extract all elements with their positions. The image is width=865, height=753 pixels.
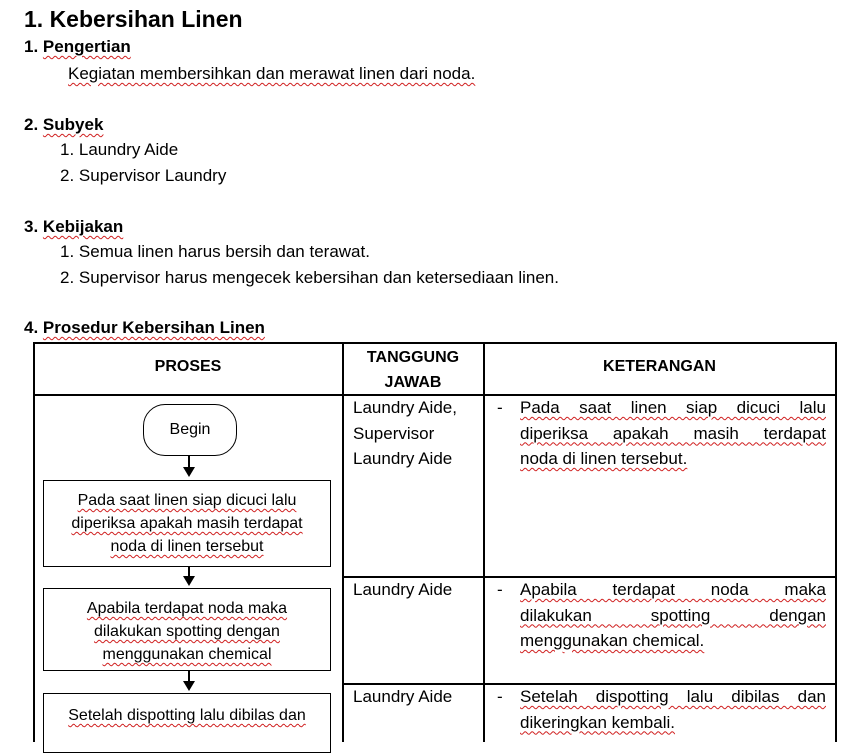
kebijakan-item-2: 2. Supervisor harus mengecek kebersihan dan ketersediaan linen.	[60, 268, 559, 287]
pengertian-text: Kegiatan membersihkan dan merawat linen dari noda.	[68, 64, 476, 83]
arrow-down-icon	[183, 467, 195, 477]
row-3-tanggung-jawab: Laundry Aide	[353, 687, 453, 706]
kebijakan-item-1: 1. Semua linen harus bersih dan terawat.	[60, 242, 370, 261]
flow-step-3: Setelah dispotting lalu dibilas dan	[43, 693, 331, 753]
heading-subyek: 2. Subyek	[24, 115, 104, 134]
flow-step-2: Apabila terdapat noda maka dilakukan spotting dengan menggunakan chemical	[43, 588, 331, 671]
header-proses: PROSES	[154, 358, 222, 375]
row-2-tanggung-jawab: Laundry Aide	[353, 580, 453, 599]
arrow-down-icon	[183, 576, 195, 586]
header-keterangan: KETERANGAN	[603, 358, 716, 375]
heading-pengertian: 1. Pengertian	[24, 37, 131, 56]
subyek-item-2: 2. Supervisor Laundry	[60, 166, 227, 185]
heading-prosedur: 4. Prosedur Kebersihan Linen	[24, 318, 265, 337]
row-1-tanggung-jawab: Laundry Aide, Supervisor Laundry Aide	[353, 398, 457, 468]
subyek-item-1: 1. Laundry Aide	[60, 140, 179, 159]
flow-begin: Begin	[143, 404, 237, 456]
flow-step-1: Pada saat linen siap dicuci lalu diperiksa apakah masih terdapat noda di linen tersebut	[43, 480, 331, 567]
header-tanggung-jawab: TANGGUNG JAWAB	[366, 349, 460, 391]
document-title: 1. Kebersihan Linen	[24, 6, 243, 32]
heading-kebijakan: 3. Kebijakan	[24, 217, 124, 236]
arrow-down-icon	[183, 681, 195, 691]
